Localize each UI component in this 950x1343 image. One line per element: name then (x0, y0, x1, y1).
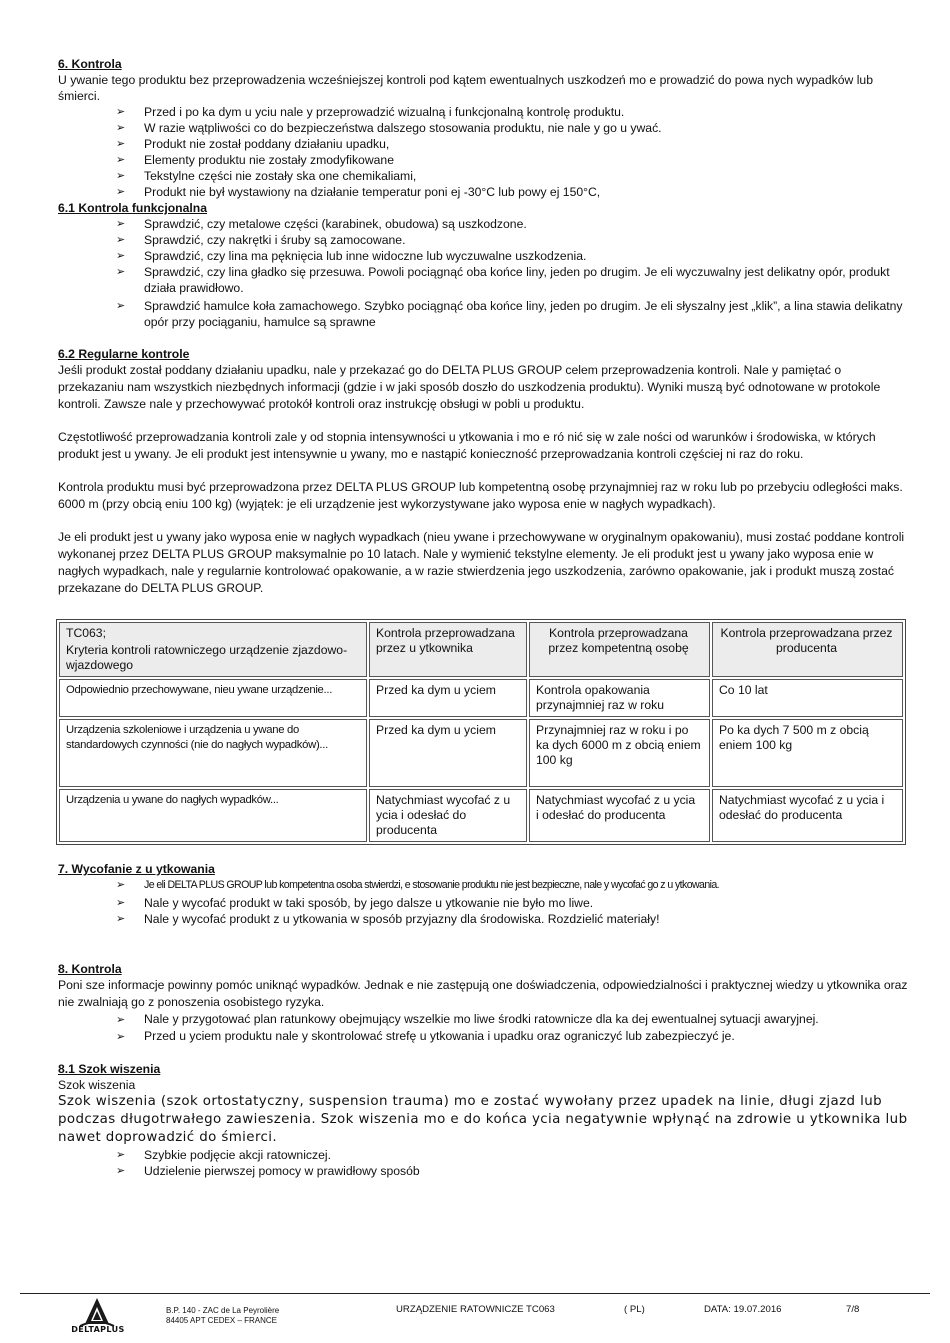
bullet-item: ➢ Przed u yciem produktu nale y skontrolować strefę u ytkowania i upadku oraz ograniczyć lub zabezpieczyć je. (116, 1028, 908, 1045)
heading-6-1: 6.1 Kontrola funkcjonalna (58, 201, 207, 215)
bullet-item: ➢ Przed i po ka dym u yciu nale y przeprowadzić wizualną i funkcjonalną kontrolę produktu. (116, 104, 908, 120)
heading-8-1: 8.1 Szok wiszenia (58, 1062, 161, 1076)
heading-8: 8. Kontrola (58, 962, 122, 976)
company-address (166, 1306, 279, 1326)
bullet-item: ➢ Szybkie podjęcie akcji ratowniczej. (116, 1147, 908, 1163)
table-header-cell: Kontrola przeprowadzana przez producenta (712, 622, 903, 677)
bullet-item: ➢ Sprawdzić, czy nakrętki i śruby są zamocowane. (116, 232, 908, 248)
bullet-list-8-1 (58, 1147, 908, 1179)
footer-document-title: URZĄDZENIE RATOWNICZE TC063 (396, 1304, 555, 1315)
footer-divider (20, 1293, 930, 1294)
table-row (59, 789, 903, 842)
paragraph-8-intro: Poni sze informacje powinny pomóc uniknąć wypadków. Jednak e nie zastępują one doświadczenia, odpowiedzialności i praktycznej wiedzy u ytkownika oraz nie zwalniają go z ponoszenia osobistego ryzyka. (58, 978, 908, 1009)
table-header-cell: Kontrola przeprowadzana przez kompetentną osobę (529, 622, 710, 677)
heading-7: 7. Wycofanie z u ytkowania (58, 862, 215, 876)
bullet-item: ➢ Sprawdzić, czy lina gładko się przesuwa. Powoli pociągnąć oba końce liny, jeden po drugim. Je eli wyczuwalny jest delikatny opór, produkt działa prawidłowo. (116, 264, 908, 296)
table-cell: Urządzenia u ywane do nagłych wypadków... (59, 789, 367, 842)
table-header-cell: Kontrola przeprowadzana przez u ytkownika (369, 622, 527, 677)
bullet-item: ➢ Tekstylne części nie zostały ska one chemikaliami, (116, 168, 908, 184)
bullet-item: ➢ Sprawdzić, czy metalowe części (karabinek, obudowa) są uszkodzone. (116, 216, 908, 232)
paragraph-8-1-emphasis: Szok wiszenia (szok ortostatyczny, suspension trauma) mo e zostać wywołany przez upadek na linie, długi zjazd lub podczas długotrwałego zawieszenia. Szok wiszenia mo e do końca ycia negatywnie wpłynąć na zdrowie u ytkownika lub nawet doprowadzić do śmierci. (58, 1094, 908, 1145)
paragraph-6-2-b: Częstotliwość przeprowadzania kontroli zale y od stopnia intensywności u ytkowania i mo e ró nić się w zale ności od warunków i środowiska, w których produkt jest u ywany. Je eli produkt jest intensywnie u ywany, mo e nastąpić konieczność przeprowadzania kontroli częściej ni raz do roku. (58, 430, 876, 461)
document-body (58, 56, 908, 1179)
heading-6-2: 6.2 Regularne kontrole (58, 347, 190, 361)
table-cell: Przed ka dym u yciem (369, 719, 527, 787)
bullet-list-7 (58, 877, 908, 927)
table-header-cell (59, 622, 367, 677)
heading-6: 6. Kontrola (58, 57, 122, 71)
table-cell: Natychmiast wycofać z u ycia i odesłać do producenta (712, 789, 903, 842)
table-caption: Kryteria kontroli ratowniczego urządzenie zjazdowo-wjazdowego (66, 643, 348, 672)
table-cell: Kontrola opakowania przynajmniej raz w roku (529, 679, 710, 717)
bullet-item: ➢ Produkt nie został poddany działaniu upadku, (116, 136, 908, 152)
table-cell: Przynajmniej raz w roku i po ka dych 6000 m z obcią eniem 100 kg (529, 719, 710, 787)
bullet-item: ➢ Nale y wycofać produkt w taki sposób, by jego dalsze u ytkowanie nie było mo liwe. (116, 895, 908, 911)
subheading-8-1: Szok wiszenia (58, 1078, 136, 1092)
address-line: B.P. 140 - ZAC de La Peyrolière (166, 1306, 280, 1315)
address-line: 84405 APT CEDEX – FRANCE (166, 1316, 278, 1325)
table-row (59, 679, 903, 717)
bullet-item: ➢ Nale y wycofać produkt z u ytkowania w sposób przyjazny dla środowiska. Rozdzielić materiały! (116, 911, 908, 927)
table-header-row (59, 622, 903, 677)
logo-wordmark: DELTAPLUS (71, 1325, 125, 1334)
bullet-item: ➢ W razie wątpliwości co do bezpieczeństwa dalszego stosowania produktu, nie nale y go u ywać. (116, 120, 908, 136)
bullet-list-8 (58, 1011, 908, 1045)
table-cell: Odpowiednio przechowywane, nieu ywane urządzenie... (59, 679, 367, 717)
bullet-item: ➢ Sprawdzić hamulce koła zamachowego. Szybko pociągnąć oba końce liny, jeden po drugim. Je eli słyszalny jest „klik”, a lina stawia delikatny opór przy pociąganiu, hamulce są sprawne (116, 298, 908, 330)
table-cell: Przed ka dym u yciem (369, 679, 527, 717)
bullet-item: ➢ Elementy produktu nie zostały zmodyfikowane (116, 152, 908, 168)
table-cell: Po ka dych 7 500 m z obcią eniem 100 kg (712, 719, 903, 787)
table-cell: Natychmiast wycofać z u ycia i odesłać do producenta (369, 789, 527, 842)
bullet-list-6-1 (58, 216, 908, 330)
bullet-list-6 (58, 104, 908, 200)
footer-date: DATA: 19.07.2016 (704, 1304, 782, 1315)
footer-language: ( PL) (624, 1304, 645, 1315)
paragraph-6-2-d: Je eli produkt jest u ywany jako wyposa enie w nagłych wypadkach (nieu ywane i przechowywane w oryginalnym opakowaniu), musi zostać poddane kontroli wykonanej przez DELTA PLUS GROUP maksymalnie po 10 latach. Nale y wymienić tekstylne elementy. Je eli produkt jest u ywany jako wyposa enie w nagłych wypadkach, nale y regularnie kontrolować opakowanie, a w razie stwierdzenia jego uszkodzenia, zarówno opakowanie, jak i produkt muszą zostać przekazane do DELTA PLUS GROUP. (58, 530, 905, 595)
table-code: TC063; (66, 626, 106, 640)
table-cell: Urządzenia szkoleniowe i urządzenia u ywane do standardowych czynności (nie do nagłych wypadków)... (59, 719, 367, 787)
bullet-item: ➢ Produkt nie był wystawiony na działanie temperatur poni ej -30°C lub powy ej 150°C, (116, 184, 908, 200)
paragraph-6-2-a: Jeśli produkt został poddany działaniu upadku, nale y przekazać go do DELTA PLUS GROUP celem przeprowadzenia kontroli. Nale y pamiętać o przekazaniu nam wszystkich niezbędnych informacji (gdzie i w jaki sposób doszło do uszkodzenia produktu). Wyniki muszą być odnotowane w protokole kontroli. Zawsze nale y przechowywać protokół kontroli oraz instrukcję obsługi w pobli u produktu. (58, 363, 881, 411)
table-row (59, 719, 903, 787)
table-cell: Natychmiast wycofać z u ycia i odesłać do producenta (529, 789, 710, 842)
footer-page-number: 7/8 (846, 1304, 860, 1315)
bullet-item: ➢ Nale y przygotować plan ratunkowy obejmujący wszelkie mo liwe środki ratownicze dla ka dej ewentualnej sytuacji awaryjnej. (116, 1011, 908, 1028)
inspection-criteria-table (56, 619, 906, 845)
paragraph-6-intro: U ywanie tego produktu bez przeprowadzenia wcześniejszej kontroli pod kątem ewentualnych uszkodzeń mo e prowadzić do powa nych wypadków lub śmierci. (58, 73, 873, 103)
paragraph-6-2-c: Kontrola produktu musi być przeprowadzona przez DELTA PLUS GROUP lub kompetentną osobę przynajmniej raz w roku lub po przebyciu odległości maks. 6000 m (przy obcią eniu 100 kg) (wyjątek: je eli urządzenie jest wykorzystywane jako wyposa enie w nagłych wypadkach). (58, 480, 903, 511)
table-cell: Co 10 lat (712, 679, 903, 717)
bullet-item: ➢ Sprawdzić, czy lina ma pęknięcia lub inne widoczne lub wyczuwalne uszkodzenia. (116, 248, 908, 264)
bullet-item: ➢ Udzielenie pierwszej pomocy w prawidłowy sposób (116, 1163, 908, 1179)
bullet-item: ➢ Je eli DELTA PLUS GROUP lub kompetentna osoba stwierdzi, e stosowanie produktu nie jest bezpieczne, nale y wycofać go z u ytkowania. (116, 877, 908, 893)
